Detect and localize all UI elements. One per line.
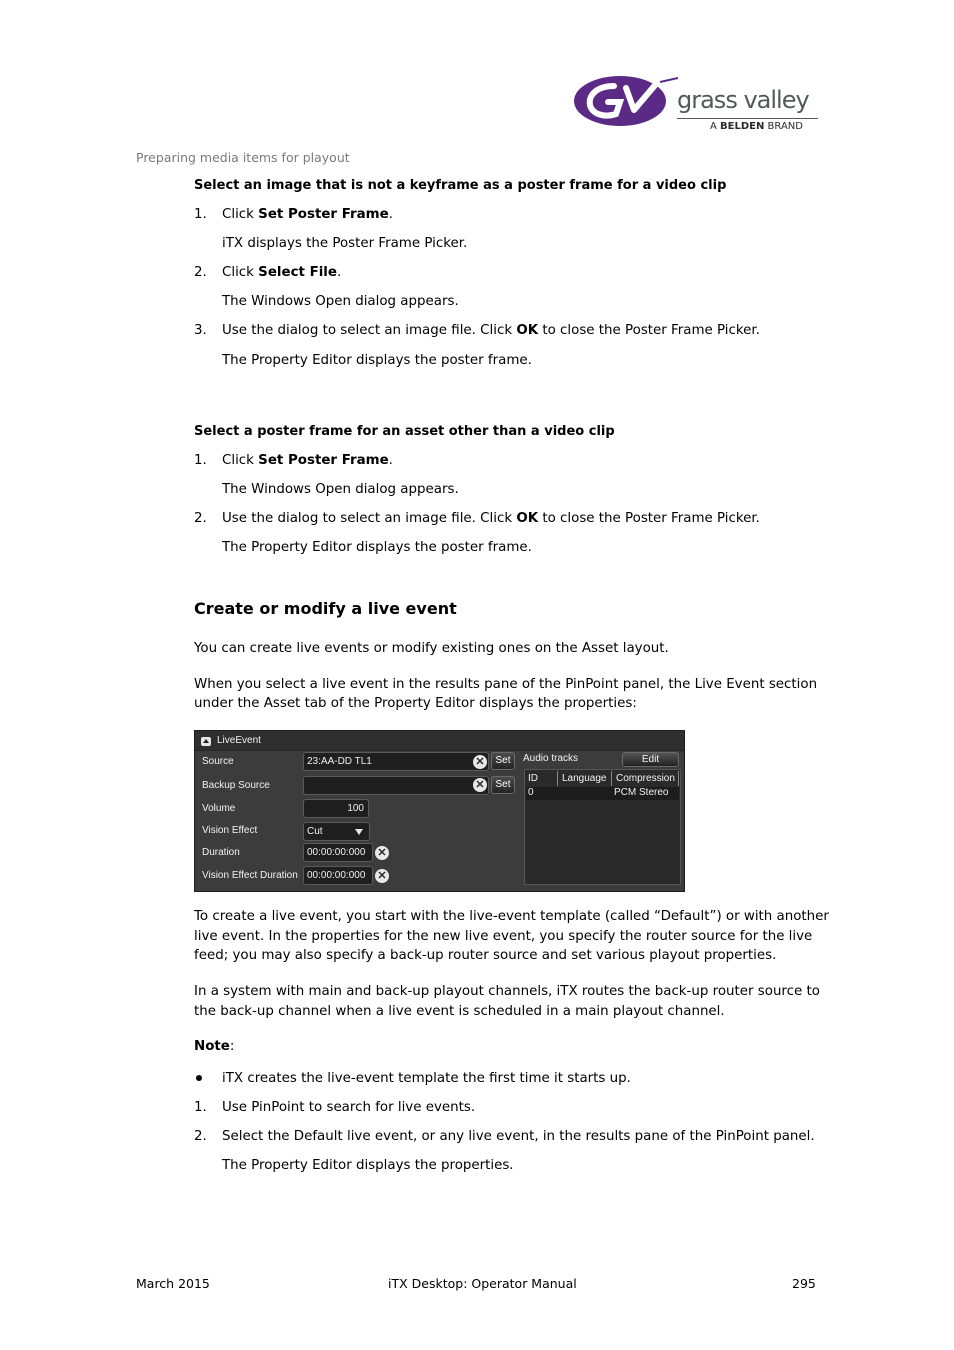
- step-text: Use PinPoint to search for live events.: [222, 1100, 476, 1115]
- ui-term: Set Poster Frame: [258, 453, 389, 468]
- step-text-pre: Use the dialog to select an image file. Click: [222, 323, 517, 338]
- step-text-post: .: [388, 453, 393, 468]
- paragraph: You can create live events or modify existing ones on the Asset layout.: [194, 641, 669, 656]
- column-header[interactable]: ID: [525, 771, 558, 786]
- column-header[interactable]: Compression: [613, 771, 679, 786]
- bullet-icon: [196, 1075, 202, 1081]
- step-text-pre: Click: [222, 207, 259, 222]
- grass-valley-emblem-icon: [574, 72, 678, 132]
- paragraph-line: the back-up channel when a live event is scheduled in a main playout channel.: [194, 1004, 725, 1019]
- step-text-post: to close the Poster Frame Picker.: [538, 511, 760, 526]
- vision-effect-select[interactable]: [303, 822, 370, 841]
- clear-backup-icon[interactable]: ✕: [473, 778, 487, 792]
- ui-term: Set Poster Frame: [258, 207, 389, 222]
- vision-effect-label: Vision Effect: [202, 825, 258, 836]
- vision-effect-value: Cut: [307, 826, 323, 837]
- step-text-pre: Click: [222, 453, 259, 468]
- track-id-cell: 0: [528, 787, 534, 798]
- brand-name: BELDEN: [720, 121, 765, 132]
- step-number: 2.: [194, 1129, 207, 1144]
- source-field[interactable]: 23:AA-DD TL1: [303, 752, 489, 771]
- page-number: 295: [792, 1276, 816, 1291]
- chevron-down-icon: [352, 825, 367, 839]
- note-colon: :: [229, 1039, 235, 1054]
- volume-label: Volume: [202, 803, 236, 814]
- step-result: The Property Editor displays the properties.: [222, 1158, 514, 1173]
- step-text-post: to close the Poster Frame Picker.: [538, 323, 760, 338]
- ui-term: OK: [516, 511, 539, 526]
- panel-title: LiveEvent: [217, 735, 261, 746]
- paragraph-line: To create a live event, you start with the live-event template (called “Default”) or with another: [194, 909, 829, 924]
- step-text-pre: Use the dialog to select an image file. Click: [222, 511, 517, 526]
- bullet-text: iTX creates the live-event template the first time it starts up.: [222, 1071, 631, 1086]
- audio-tracks-table: [524, 769, 681, 885]
- source-label: Source: [202, 756, 234, 767]
- footer-title: iTX Desktop: Operator Manual: [388, 1276, 577, 1291]
- step-text: Select the Default live event, or any live event, in the results pane of the PinPoint panel.: [222, 1129, 815, 1144]
- section2-heading: Select a poster frame for an asset other than a video clip: [194, 424, 615, 439]
- step-text-post: .: [336, 265, 342, 280]
- ui-term: Select File: [258, 265, 337, 280]
- track-compression-cell: PCM Stereo: [614, 787, 669, 798]
- step-text: [222, 451, 393, 471]
- paragraph-line: under the Asset tab of the Property Editor displays the properties:: [194, 696, 637, 711]
- volume-field[interactable]: 100: [303, 799, 369, 818]
- paragraph-line: feed; you may also specify a back-up router source and set various playout properties.: [194, 948, 777, 963]
- backup-source-field[interactable]: [303, 776, 489, 795]
- vision-effect-duration-label: Vision Effect Duration: [202, 870, 298, 881]
- set-source-button[interactable]: Set: [491, 752, 515, 770]
- audio-tracks-label: Audio tracks: [523, 753, 579, 764]
- clear-vision-effect-duration-icon[interactable]: ✕: [375, 869, 389, 883]
- clear-duration-icon[interactable]: ✕: [375, 846, 389, 860]
- step-text-pre: Click: [222, 265, 259, 280]
- column-header[interactable]: Language: [559, 771, 612, 786]
- step-result: The Windows Open dialog appears.: [222, 294, 459, 309]
- edit-audio-tracks-button[interactable]: Edit: [622, 752, 679, 767]
- paragraph-line: live event. In the properties for the new live event, you specify the router source for the live: [194, 929, 813, 944]
- duration-field[interactable]: 00:00:00:000: [303, 843, 373, 862]
- grass-valley-logo: [574, 70, 824, 140]
- duration-label: Duration: [202, 847, 240, 858]
- step-text: [222, 205, 393, 225]
- table-row[interactable]: [526, 787, 679, 800]
- live-event-panel: [194, 730, 685, 892]
- step-result: The Property Editor displays the poster frame.: [222, 540, 532, 555]
- step-text: [222, 509, 760, 529]
- backup-source-label: Backup Source: [202, 780, 270, 791]
- note-heading: [194, 1037, 234, 1057]
- step-text: [222, 321, 760, 341]
- brand-prefix: A: [710, 121, 717, 132]
- running-header: Preparing media items for playout: [136, 150, 350, 165]
- ui-term: OK: [516, 323, 539, 338]
- panel-header: [195, 731, 684, 751]
- logo-brand-line: [710, 121, 803, 132]
- paragraph-line: When you select a live event in the results pane of the PinPoint panel, the Live Event section: [194, 677, 818, 692]
- step-number: 2.: [194, 511, 207, 526]
- step-number: 3.: [194, 323, 207, 338]
- step-text: [222, 263, 341, 283]
- step-number: 2.: [194, 265, 207, 280]
- paragraph-line: In a system with main and back-up playout channels, iTX routes the back-up router source to: [194, 984, 820, 999]
- logo-rule: [677, 118, 818, 119]
- brand-suffix: BRAND: [767, 121, 803, 132]
- section1-heading: Select an image that is not a keyframe as a poster frame for a video clip: [194, 178, 727, 193]
- note-label: Note: [194, 1039, 230, 1054]
- clear-source-icon[interactable]: ✕: [473, 755, 487, 769]
- footer-date: March 2015: [136, 1276, 210, 1291]
- step-result: iTX displays the Poster Frame Picker.: [222, 236, 468, 251]
- collapse-icon[interactable]: [201, 737, 211, 746]
- section-title: Create or modify a live event: [194, 599, 457, 618]
- logo-wordmark: grass valley: [677, 86, 809, 114]
- vision-effect-duration-field[interactable]: 00:00:00:000: [303, 866, 373, 885]
- step-result: The Windows Open dialog appears.: [222, 482, 459, 497]
- step-number: 1.: [194, 207, 207, 222]
- step-number: 1.: [194, 1100, 207, 1115]
- step-number: 1.: [194, 453, 207, 468]
- step-text-post: .: [388, 207, 393, 222]
- set-backup-button[interactable]: Set: [491, 776, 515, 794]
- step-result: The Property Editor displays the poster frame.: [222, 353, 532, 368]
